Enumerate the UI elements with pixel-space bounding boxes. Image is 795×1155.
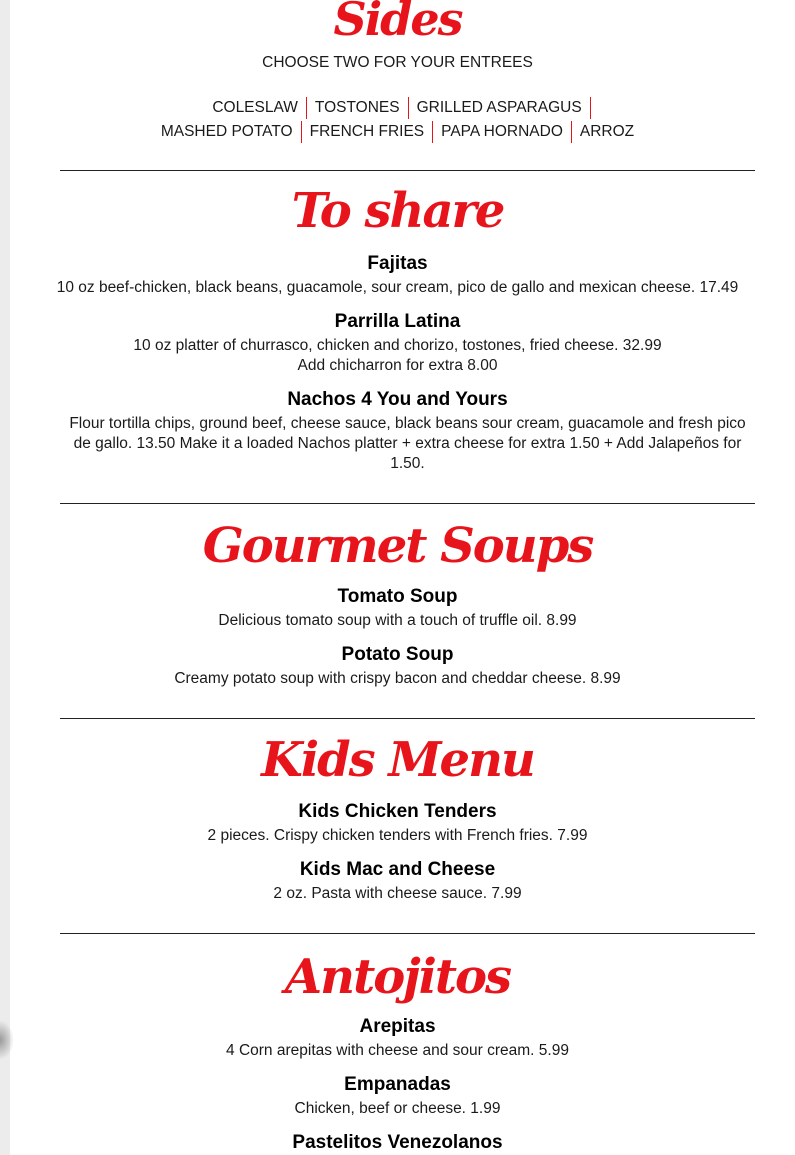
background-texture	[0, 1020, 14, 1060]
section-divider	[60, 503, 755, 504]
item-desc-tomato-soup: Delicious tomato soup with a touch of truffle oil. 8.99	[218, 612, 577, 629]
item-desc-kids-mac-and-cheese: 2 oz. Pasta with cheese sauce. 7.99	[273, 885, 522, 902]
side-french-fries: FRENCH FRIES	[302, 121, 434, 143]
section-divider	[60, 933, 755, 934]
side-mashed-potato: MASHED POTATO	[153, 121, 302, 143]
item-name-fajitas: Fajitas	[367, 253, 428, 274]
kids-menu-title: Kids Menu	[261, 732, 534, 788]
item-extra-parrilla-latina: Add chicharron for extra 8.00	[297, 357, 498, 374]
side-papa-hornado: PAPA HORNADO	[433, 121, 572, 143]
to-share-title: To share	[291, 183, 504, 239]
antojitos-title: Antojitos	[284, 949, 511, 1005]
menu-page	[10, 0, 795, 1155]
side-arroz: ARROZ	[579, 123, 635, 140]
item-name-empanadas: Empanadas	[344, 1074, 451, 1095]
sides-row-2	[0, 121, 795, 143]
side-coleslaw: COLESLAW	[204, 97, 307, 119]
sides-subtitle: CHOOSE TWO FOR YOUR ENTREES	[262, 54, 533, 71]
item-name-pastelitos-venezolanos: Pastelitos Venezolanos	[292, 1132, 503, 1153]
side-tostones: TOSTONES	[307, 97, 409, 119]
item-name-kids-mac-and-cheese: Kids Mac and Cheese	[299, 859, 496, 880]
item-name-potato-soup: Potato Soup	[341, 644, 454, 665]
section-divider	[60, 718, 755, 719]
sides-title: Sides	[333, 0, 462, 46]
item-desc-arepitas: 4 Corn arepitas with cheese and sour cream. 5.99	[226, 1042, 569, 1059]
item-desc-parrilla-latina: 10 oz platter of churrasco, chicken and chorizo, tostones, fried cheese. 32.99	[133, 337, 662, 354]
gourmet-soups-title: Gourmet Soups	[202, 518, 593, 574]
side-grilled-asparagus: GRILLED ASPARAGUS	[409, 97, 591, 119]
item-desc-fajitas: 10 oz beef-chicken, black beans, guacamole, sour cream, pico de gallo and mexican cheese. 17.49	[56, 279, 739, 296]
item-desc-kids-chicken-tenders: 2 pieces. Crispy chicken tenders with French fries. 7.99	[207, 827, 588, 844]
section-divider	[60, 170, 755, 171]
item-name-kids-chicken-tenders: Kids Chicken Tenders	[298, 801, 497, 822]
item-name-parrilla-latina: Parrilla Latina	[334, 311, 461, 332]
item-name-arepitas: Arepitas	[359, 1016, 436, 1037]
item-desc-empanadas: Chicken, beef or cheese. 1.99	[294, 1100, 501, 1117]
item-name-tomato-soup: Tomato Soup	[337, 586, 458, 607]
item-desc-potato-soup: Creamy potato soup with crispy bacon and cheddar cheese. 8.99	[174, 670, 621, 687]
item-name-nachos: Nachos 4 You and Yours	[287, 389, 508, 410]
item-desc-nachos: Flour tortilla chips, ground beef, cheese sauce, black beans sour cream, guacamole and fresh pico de gallo. 13.50 Make it a loaded Nachos platter + extra cheese for extra 1.50 + Add Jalapeños for 1.50.	[69, 415, 746, 472]
sides-row-1	[0, 97, 795, 119]
